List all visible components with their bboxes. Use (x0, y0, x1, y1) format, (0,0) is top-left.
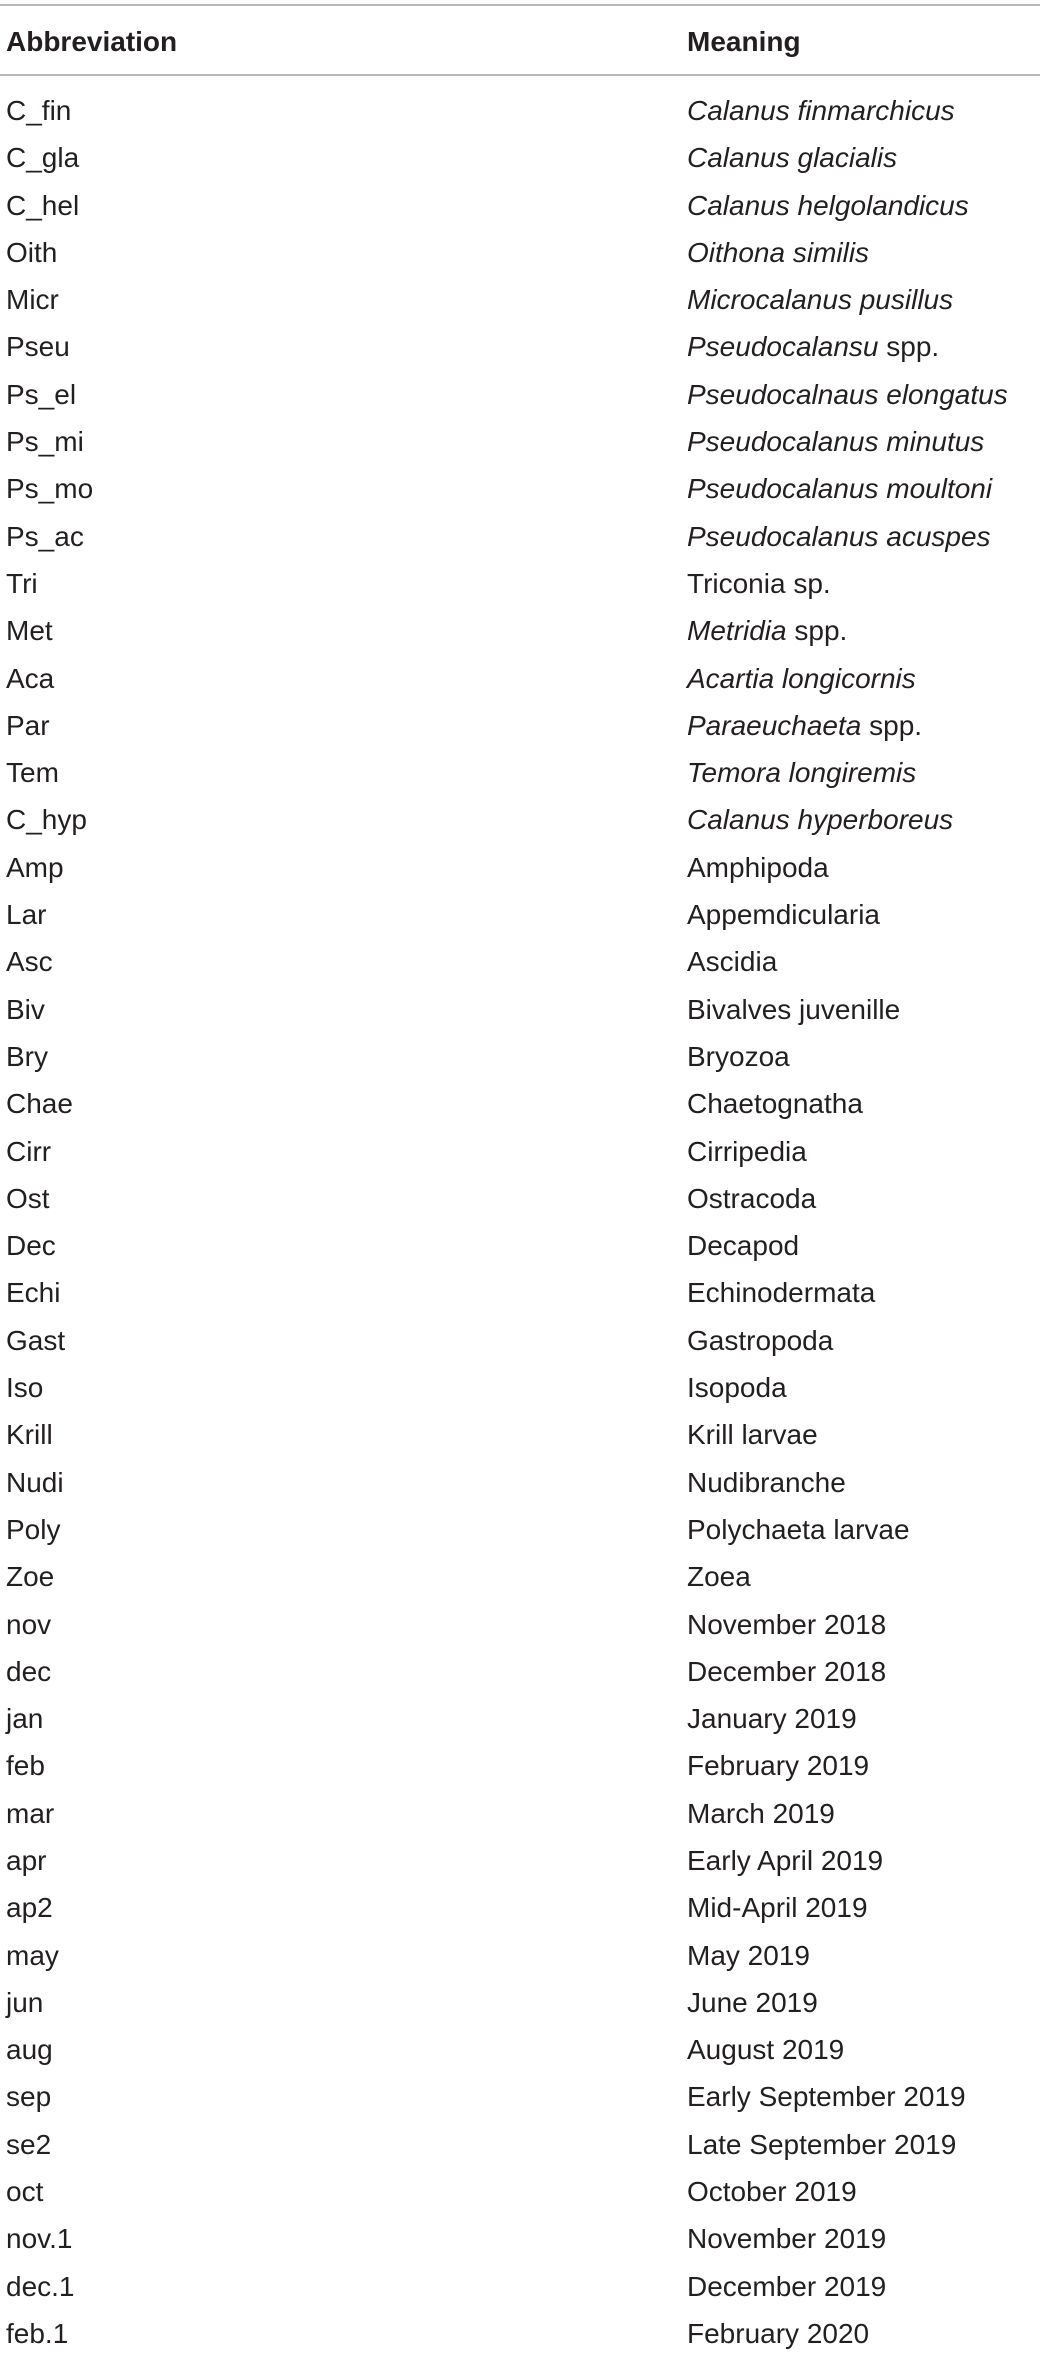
abbreviation-cell: mar (6, 1797, 55, 1829)
meaning-text: Gastropoda (687, 1324, 834, 1356)
meaning-cell (687, 1937, 810, 1975)
abbreviation-cell: Ps_ac (6, 520, 84, 552)
meaning-text: February 2020 (687, 2317, 870, 2349)
abbreviation-cell: Iso (6, 1372, 44, 1404)
abbreviation-cell: Ost (6, 1182, 50, 1214)
abbreviation-cell: Lar (6, 899, 47, 931)
table-row (0, 1795, 1040, 1842)
meaning-text: Temora longiremis (687, 757, 917, 789)
table-row (0, 754, 1040, 801)
meaning-cell (687, 1700, 857, 1738)
abbreviation-cell: apr (6, 1844, 47, 1876)
meaning-text: Decapod (687, 1230, 800, 1262)
meaning-cell (687, 754, 916, 792)
table-row (0, 612, 1040, 659)
meaning-cell (687, 470, 992, 508)
abbreviation-cell: C_hyp (6, 804, 87, 836)
table-row (0, 1558, 1040, 1605)
table-row (0, 1085, 1040, 1132)
meaning-cell (687, 1747, 869, 1785)
meaning-cell (687, 376, 1008, 414)
meaning-text: October 2019 (687, 2176, 857, 2208)
table-row (0, 1274, 1040, 1321)
meaning-cell (687, 2268, 886, 2306)
abbreviation-cell: se2 (6, 2128, 52, 2160)
abbreviation-cell: sep (6, 2081, 52, 2113)
table-header-rule (0, 74, 1040, 76)
meaning-cell (687, 660, 916, 698)
meaning-text: Pseudocalanus minutus (687, 426, 985, 458)
abbreviation-cell: nov (6, 1608, 52, 1640)
table-row (0, 281, 1040, 328)
table-body (0, 92, 1040, 2362)
meaning-text: Triconia sp. (687, 567, 831, 599)
abbreviation-cell: Zoe (6, 1561, 55, 1593)
meaning-cell (687, 1322, 833, 1360)
table-row (0, 801, 1040, 848)
abbreviation-cell: Nudi (6, 1466, 64, 1498)
meaning-cell (687, 1511, 910, 1549)
table-row (0, 1464, 1040, 1511)
table-row (0, 92, 1040, 139)
meaning-text: Ascidia (687, 946, 778, 978)
table-row (0, 1038, 1040, 1085)
table-row (0, 187, 1040, 234)
table-row (0, 849, 1040, 896)
meaning-text: November 2019 (687, 2223, 887, 2255)
meaning-text: Mid-April 2019 (687, 1892, 868, 1924)
meaning-cell (687, 423, 984, 461)
table-row (0, 1227, 1040, 1274)
table-row (0, 1653, 1040, 1700)
meaning-cell (687, 1795, 835, 1833)
table-row (0, 2078, 1040, 2125)
meaning-cell (687, 2315, 869, 2353)
meaning-text: May 2019 (687, 1939, 810, 1971)
meaning-cell (687, 1558, 751, 1596)
meaning-cell (687, 1038, 790, 1076)
table-row (0, 896, 1040, 943)
abbreviation-cell: Gast (6, 1324, 66, 1356)
meaning-cell (687, 565, 831, 603)
abbreviation-cell: dec (6, 1655, 52, 1687)
table-row (0, 1322, 1040, 1369)
meaning-text: Bryozoa (687, 1040, 790, 1072)
table-row (0, 1369, 1040, 1416)
abbreviation-cell: Echi (6, 1277, 61, 1309)
meaning-text: Pseudocalansu (687, 331, 879, 363)
meaning-cell (687, 1369, 787, 1407)
abbreviation-cell: Oith (6, 236, 58, 268)
abbreviation-cell: jun (6, 1986, 44, 2018)
meaning-text: August 2019 (687, 2034, 845, 2066)
meaning-text: February 2019 (687, 1750, 870, 1782)
meaning-text: Metridia (687, 615, 787, 647)
meaning-cell (687, 2078, 966, 2116)
table-row (0, 1511, 1040, 1558)
meaning-text: Nudibranche (687, 1466, 846, 1498)
meaning-text: Pseudocalnaus elongatus (687, 378, 1008, 410)
meaning-cell (687, 849, 829, 887)
abbreviation-cell: feb.1 (6, 2317, 69, 2349)
meaning-cell (687, 943, 777, 981)
meaning-cell (687, 1133, 807, 1171)
meaning-text: Paraeuchaeta (687, 709, 862, 741)
table-row (0, 376, 1040, 423)
meaning-text: Bivalves juvenille (687, 993, 901, 1025)
table-row (0, 991, 1040, 1038)
meaning-text: Krill larvae (687, 1419, 818, 1451)
table-row (0, 1133, 1040, 1180)
meaning-text: November 2018 (687, 1608, 887, 1640)
abbreviation-cell: Krill (6, 1419, 53, 1451)
abbreviation-cell: Biv (6, 993, 45, 1025)
table-row (0, 518, 1040, 565)
meaning-cell (687, 2126, 956, 2164)
table-row (0, 1700, 1040, 1747)
table-row (0, 1937, 1040, 1984)
meaning-cell (687, 234, 869, 272)
meaning-cell (687, 2031, 844, 2069)
abbreviation-cell: C_gla (6, 142, 80, 174)
abbreviation-cell: aug (6, 2034, 53, 2066)
abbreviation-cell: C_hel (6, 189, 80, 221)
meaning-cell (687, 518, 991, 556)
meaning-text: Oithona similis (687, 236, 870, 268)
table-row (0, 1180, 1040, 1227)
meaning-text: Cirripedia (687, 1135, 807, 1167)
abbreviation-cell: Tem (6, 757, 59, 789)
meaning-text: Pseudocalanus moultoni (687, 473, 993, 505)
table-row (0, 943, 1040, 990)
abbreviation-cell: Aca (6, 662, 55, 694)
meaning-cell (687, 328, 939, 366)
abbreviation-cell: may (6, 1939, 59, 1971)
abbreviation-cell: Met (6, 615, 53, 647)
meaning-text: Early April 2019 (687, 1844, 884, 1876)
meaning-text: Polychaeta larvae (687, 1513, 910, 1545)
table-row (0, 328, 1040, 375)
abbreviation-cell: feb (6, 1750, 45, 1782)
meaning-cell (687, 92, 955, 130)
abbreviation-cell: Chae (6, 1088, 73, 1120)
meaning-cell (687, 1180, 816, 1218)
meaning-text: Late September 2019 (687, 2128, 957, 2160)
abbreviation-cell: Asc (6, 946, 53, 978)
meaning-cell (687, 139, 897, 177)
meaning-text: Ostracoda (687, 1182, 817, 1214)
header-abbreviation: Abbreviation (6, 26, 178, 57)
abbreviation-cell: Par (6, 709, 50, 741)
meaning-text: January 2019 (687, 1703, 857, 1735)
meaning-text: spp. (878, 331, 940, 363)
table-row (0, 2220, 1040, 2267)
table-row (0, 1747, 1040, 1794)
table-row (0, 2268, 1040, 2315)
meaning-cell (687, 1464, 846, 1502)
meaning-text: June 2019 (687, 1986, 818, 2018)
table-row (0, 2031, 1040, 2078)
abbreviation-cell: Bry (6, 1040, 48, 1072)
meaning-text: Zoea (687, 1561, 751, 1593)
abbreviation-cell: Ps_mi (6, 426, 84, 458)
table-row (0, 2315, 1040, 2362)
abbreviation-cell: Amp (6, 851, 64, 883)
abbreviation-cell: nov.1 (6, 2223, 73, 2255)
meaning-text: Echinodermata (687, 1277, 876, 1309)
meaning-text: December 2018 (687, 1655, 887, 1687)
table-row (0, 660, 1040, 707)
meaning-cell (687, 1653, 886, 1691)
abbreviation-cell: Ps_mo (6, 473, 94, 505)
table-row (0, 707, 1040, 754)
abbreviation-cell: jan (6, 1703, 44, 1735)
table-header-row (0, 22, 1040, 62)
header-meaning: Meaning (687, 26, 801, 57)
abbreviation-cell: Poly (6, 1513, 61, 1545)
meaning-text: Early September 2019 (687, 2081, 966, 2113)
meaning-cell (687, 1416, 818, 1454)
meaning-text: Acartia longicornis (687, 662, 916, 694)
meaning-cell (687, 801, 953, 839)
table-row (0, 1416, 1040, 1463)
meaning-cell (687, 1842, 883, 1880)
meaning-cell (687, 1085, 863, 1123)
meaning-text: spp. (861, 709, 923, 741)
meaning-cell (687, 1606, 886, 1644)
meaning-text: Chaetognatha (687, 1088, 863, 1120)
table-row (0, 2173, 1040, 2220)
table-row (0, 2126, 1040, 2173)
abbreviation-cell: Tri (6, 567, 38, 599)
table-row (0, 565, 1040, 612)
table-row (0, 1984, 1040, 2031)
meaning-text: December 2019 (687, 2270, 887, 2302)
table-row (0, 139, 1040, 186)
abbreviation-cell: Cirr (6, 1135, 52, 1167)
abbreviation-cell: Micr (6, 284, 59, 316)
table-row (0, 1606, 1040, 1653)
meaning-text: Isopoda (687, 1372, 787, 1404)
meaning-text: Microcalanus pusillus (687, 284, 954, 316)
table-row (0, 1889, 1040, 1936)
meaning-text: Pseudocalanus acuspes (687, 520, 991, 552)
meaning-cell (687, 1984, 818, 2022)
meaning-text: Calanus helgolandicus (687, 189, 969, 221)
meaning-cell (687, 281, 953, 319)
meaning-cell (687, 707, 922, 745)
meaning-cell (687, 2173, 857, 2211)
abbreviation-cell: Pseu (6, 331, 70, 363)
meaning-cell (687, 2220, 886, 2258)
abbreviation-cell: oct (6, 2176, 44, 2208)
meaning-cell (687, 1227, 799, 1265)
abbreviation-cell: C_fin (6, 95, 72, 126)
meaning-text: Appemdicularia (687, 899, 880, 931)
meaning-cell (687, 612, 847, 650)
table-row (0, 234, 1040, 281)
meaning-cell (687, 1889, 868, 1927)
abbreviation-cell: Dec (6, 1230, 56, 1262)
table-row (0, 470, 1040, 517)
meaning-cell (687, 896, 880, 934)
meaning-text: Amphipoda (687, 851, 829, 883)
meaning-text: Calanus glacialis (687, 142, 898, 174)
abbreviation-cell: Ps_el (6, 378, 77, 410)
abbreviation-cell: dec.1 (6, 2270, 75, 2302)
table-row (0, 423, 1040, 470)
table-row (0, 1842, 1040, 1889)
table-top-rule (0, 4, 1040, 6)
abbreviation-cell: ap2 (6, 1892, 53, 1924)
meaning-text: Calanus finmarchicus (687, 95, 955, 126)
meaning-cell (687, 187, 969, 225)
meaning-text: Calanus hyperboreus (687, 804, 954, 836)
meaning-text: spp. (786, 615, 848, 647)
meaning-cell (687, 1274, 875, 1312)
meaning-cell (687, 991, 900, 1029)
meaning-text: March 2019 (687, 1797, 835, 1829)
